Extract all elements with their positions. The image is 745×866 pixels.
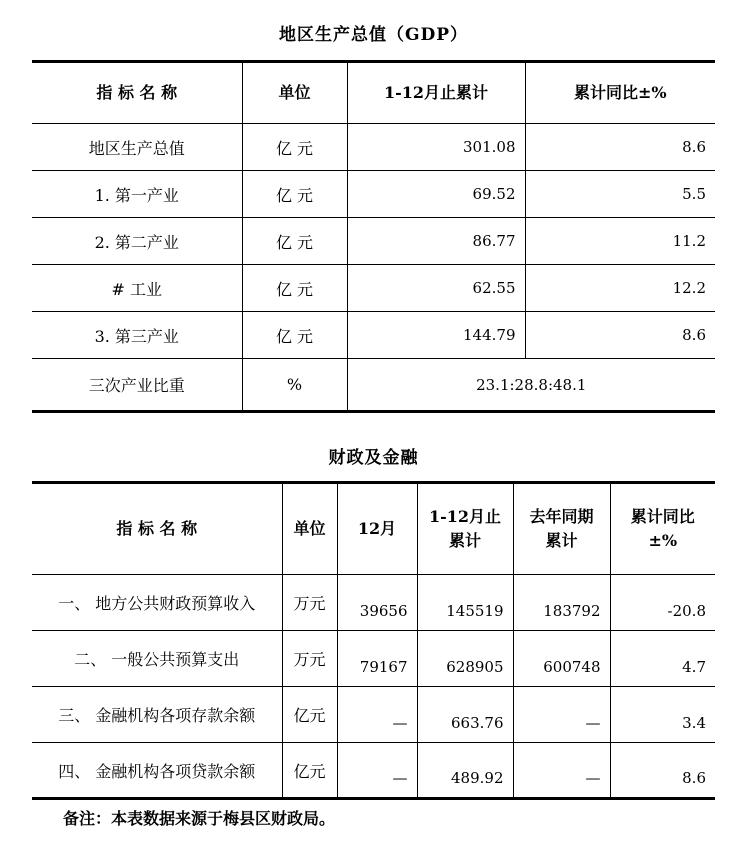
- gdp-table: [32, 60, 715, 413]
- cell-cumulative: 628905: [417, 631, 513, 687]
- cell-unit: 亿 元: [242, 218, 347, 265]
- cell-month: —: [337, 743, 417, 799]
- cell-yoy: 5.5: [525, 171, 715, 218]
- finance-header-indicator-name: 指 标 名 称: [32, 483, 282, 575]
- finance-header-month: 12月: [337, 483, 417, 575]
- finance-header-yoy: 累计同比 ±%: [610, 483, 715, 575]
- cell-indicator-name: 三次产业比重: [32, 359, 242, 412]
- finance-header-row: [32, 483, 715, 575]
- cell-cumulative: 86.77: [347, 218, 525, 265]
- cell-unit: 亿元: [282, 687, 337, 743]
- gdp-table-title: 地区生产总值（GDP）: [278, 25, 469, 45]
- cell-indicator-name: 四、 金融机构各项贷款余额: [32, 743, 282, 799]
- cell-yoy: 8.6: [682, 769, 706, 787]
- cell-cumulative: 62.55: [347, 265, 525, 312]
- cell-indicator-name: 一、 地方公共财政预算收入: [32, 575, 282, 631]
- cell-month: —: [337, 687, 417, 743]
- table-row: [32, 265, 715, 312]
- cell-yoy: 8.6: [525, 312, 715, 359]
- cell-last-year: —: [513, 743, 610, 799]
- table-row: [32, 631, 715, 687]
- cell-cumulative: 144.79: [347, 312, 525, 359]
- cell-unit: 亿 元: [242, 124, 347, 171]
- cell-indicator-name: 三、 金融机构各项存款余额: [32, 687, 282, 743]
- gdp-header-unit: 单位: [242, 62, 347, 124]
- cell-yoy: 3.4: [610, 687, 715, 743]
- cell-cumulative: 489.92: [417, 743, 513, 799]
- cell-cumulative: 145519: [417, 575, 513, 631]
- finance-header-unit: 单位: [282, 483, 337, 575]
- cell-unit: 亿 元: [242, 312, 347, 359]
- cell-industry-ratio-value: 23.1:28.8:48.1: [476, 375, 587, 394]
- table-row: [32, 171, 715, 218]
- gdp-header-yoy: 累计同比±%: [525, 62, 715, 124]
- cell-indicator-name: 3. 第三产业: [32, 312, 242, 359]
- finance-table: [32, 481, 715, 800]
- cell-unit: 万元: [282, 575, 337, 631]
- cell-cumulative: 301.08: [347, 124, 525, 171]
- table-row: [32, 124, 715, 171]
- cell-yoy: 8.6: [525, 124, 715, 171]
- cell-indicator-name: 1. 第一产业: [32, 171, 242, 218]
- finance-header-last-year: 去年同期 累计: [513, 483, 610, 575]
- cell-unit: 万元: [282, 631, 337, 687]
- cell-indicator-name: # 工业: [32, 265, 242, 312]
- cell-cumulative: 663.76: [417, 687, 513, 743]
- cell-yoy: 4.7: [610, 631, 715, 687]
- cell-indicator-name: 二、 一般公共预算支出: [32, 631, 282, 687]
- cell-yoy: 12.2: [525, 265, 715, 312]
- table-row: [32, 687, 715, 743]
- finance-table-title: 财政及金融: [328, 448, 419, 468]
- cell-unit: 亿 元: [242, 265, 347, 312]
- cell-yoy: 11.2: [525, 218, 715, 265]
- cell-month: 39656: [337, 575, 417, 631]
- gdp-header-indicator-name: 指 标 名 称: [32, 62, 242, 124]
- cell-month: 79167: [337, 631, 417, 687]
- cell-last-year: 183792: [513, 575, 610, 631]
- cell-unit: 亿元: [282, 743, 337, 799]
- table-row: [32, 218, 715, 265]
- cell-last-year: —: [513, 687, 610, 743]
- gdp-header-cumulative: 1-12月止累计: [347, 62, 525, 124]
- cell-indicator-name: 地区生产总值: [32, 124, 242, 171]
- cell-indicator-name: 2. 第二产业: [32, 218, 242, 265]
- finance-header-cumulative: 1-12月止 累计: [417, 483, 513, 575]
- cell-unit: %: [242, 359, 347, 412]
- table-row: [32, 743, 715, 799]
- cell-last-year: 600748: [513, 631, 610, 687]
- note-text: 备注：本表数据来源于梅县区财政局。: [63, 809, 336, 828]
- industry-ratio-row: [32, 359, 715, 412]
- table-row: [32, 575, 715, 631]
- table-row: [32, 312, 715, 359]
- cell-yoy: -20.8: [610, 575, 715, 631]
- cell-unit: 亿 元: [242, 171, 347, 218]
- gdp-header-row: [32, 62, 715, 124]
- cell-cumulative: 69.52: [347, 171, 525, 218]
